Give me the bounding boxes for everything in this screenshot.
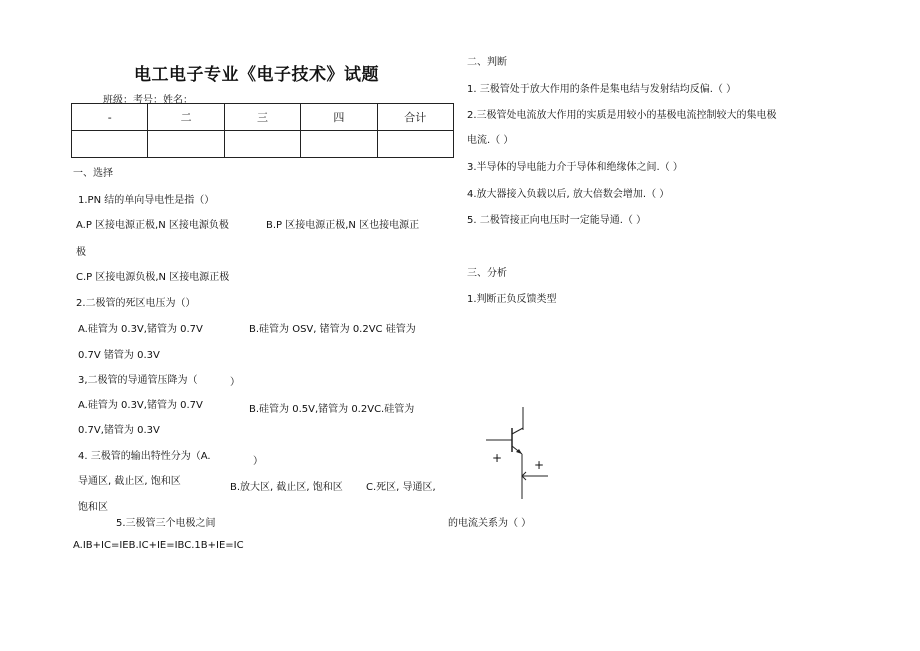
score-cell-3[interactable] bbox=[224, 131, 300, 158]
score-header-2: 二 bbox=[148, 104, 224, 131]
judge-q5: 5. 二极管接正向电压时一定能导通.（ ） bbox=[467, 215, 647, 226]
section-judge-title: 二、判断 bbox=[467, 57, 507, 68]
q4-option-a-line1: 导通区, 截止区, 饱和区 bbox=[78, 476, 181, 487]
plus-sign-left: + bbox=[492, 451, 503, 465]
transistor-collector-lead bbox=[512, 428, 523, 434]
q1-option-a: A.P 区接电源正极,N 区接电源负极 bbox=[76, 220, 229, 231]
q2-option-a: A.硅管为 0.3V,锗管为 0.7V bbox=[78, 324, 203, 335]
score-table-blank-row bbox=[72, 131, 454, 158]
judge-q3: 3.半导体的导电能力介于导体和绝缘体之间.（ ） bbox=[467, 162, 683, 173]
q3-option-cont: 0.7V,锗管为 0.3V bbox=[78, 425, 160, 436]
q1-option-b: B.P 区接电源正极,N 区也接电源正 bbox=[266, 220, 420, 231]
q5-options: A.IB+IC=IEB.IC+IE=IBC.1B+IE=IC bbox=[73, 540, 244, 551]
judge-q4: 4.放大器接入负载以后, 放大倍数会增加.（ ） bbox=[467, 189, 670, 200]
q2-option-cont: 0.7V 锗管为 0.3V bbox=[78, 350, 160, 361]
judge-q2: 2.三极管处电流放大作用的实质是用较小的基极电流控制较大的集电极 bbox=[467, 110, 777, 121]
q3-stem-end: ） bbox=[230, 377, 240, 388]
page-title: 电工电子专业《电子技术》试题 bbox=[134, 65, 379, 85]
q2-stem: 2.二极管的死区电压为（） bbox=[76, 298, 196, 309]
score-header-4: 四 bbox=[301, 104, 377, 131]
score-cell-total[interactable] bbox=[377, 131, 453, 158]
q4-option-b: B.放大区, 截止区, 饱和区 bbox=[230, 482, 343, 493]
judge-q1: 1. 三极管处于放大作用的条件是集电结与发射结均反偏.（ ） bbox=[467, 84, 737, 95]
q5-stem-end: 的电流关系为（ ） bbox=[448, 518, 532, 529]
q4-option-c: C.死区, 导通区, bbox=[366, 482, 436, 493]
score-table bbox=[71, 103, 454, 158]
score-header-1: - bbox=[72, 104, 148, 131]
q5-stem: 5.三极管三个电极之间 bbox=[116, 518, 216, 529]
q1-option-c: C.P 区接电源负极,N 区接电源正极 bbox=[76, 272, 230, 283]
q1-stem: 1.PN 结的单向导电性是指（） bbox=[78, 195, 215, 206]
analysis-q1: 1.判断正负反馈类型 bbox=[467, 294, 557, 305]
score-cell-1[interactable] bbox=[72, 131, 148, 158]
q1-option-a-cont: 极 bbox=[76, 247, 86, 258]
q3-option-b: B.硅管为 0.5V,锗管为 0.2VC.硅管为 bbox=[249, 404, 415, 415]
score-cell-2[interactable] bbox=[148, 131, 224, 158]
transistor-circuit-diagram bbox=[478, 402, 558, 502]
plus-sign-right: + bbox=[534, 458, 545, 472]
score-header-total: 合计 bbox=[377, 104, 453, 131]
section-choice-title: 一、选择 bbox=[73, 168, 113, 179]
q4-stem-end: ） bbox=[253, 456, 263, 467]
section-analysis-title: 三、分析 bbox=[467, 268, 507, 279]
q2-option-b: B.硅管为 OSV, 锗管为 0.2VC 硅管为 bbox=[249, 324, 416, 335]
judge-q2-cont: 电流.（ ） bbox=[467, 135, 514, 146]
q4-option-a-line2: 饱和区 bbox=[78, 502, 108, 513]
student-info-line: 班级：考号：姓名： bbox=[103, 95, 193, 106]
score-table-header-row bbox=[72, 104, 454, 131]
q3-stem: 3,二极管的导通管压降为（ bbox=[78, 375, 198, 386]
score-header-3: 三 bbox=[224, 104, 300, 131]
score-cell-4[interactable] bbox=[301, 131, 377, 158]
q4-stem: 4. 三极管的输出特性分为（A. bbox=[78, 451, 211, 462]
q3-option-a: A.硅管为 0.3V,锗管为 0.7V bbox=[78, 400, 203, 411]
